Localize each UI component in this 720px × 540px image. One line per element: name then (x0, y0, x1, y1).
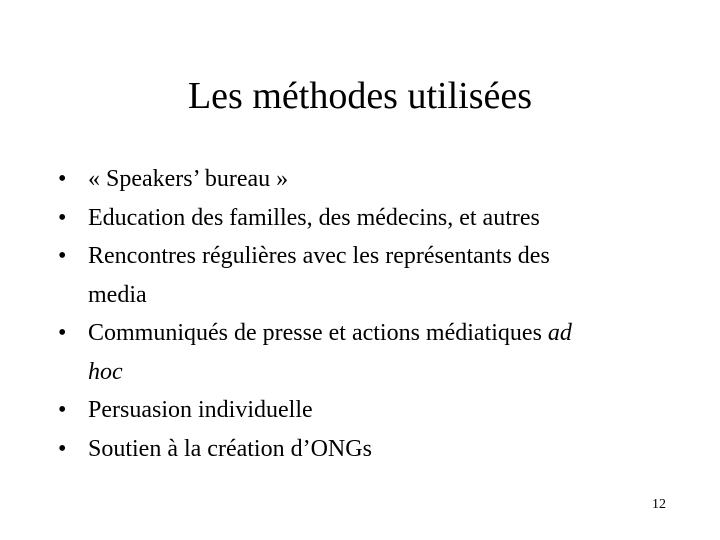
bullet-text: Persuasion individuelle (88, 397, 313, 423)
slide-title: Les méthodes utilisées (187, 75, 533, 117)
page-number: 12 (652, 497, 666, 512)
bullet-icon: • (58, 243, 67, 269)
list-item (58, 237, 668, 314)
bullet-list (58, 160, 668, 468)
bullet-icon: • (58, 166, 67, 192)
list-item (58, 160, 668, 199)
bullet-text: Soutien à la création d’ONGs (88, 435, 372, 462)
bullet-text: Education des familles, des médecins, et autres (88, 204, 540, 231)
bullet-text-italic: ad (547, 320, 572, 346)
bullet-text-line (88, 314, 668, 353)
bullet-icon: • (58, 397, 67, 423)
list-item (58, 391, 668, 430)
bullet-text-italic: hoc (88, 358, 123, 385)
bullet-icon: • (58, 435, 67, 462)
list-item (58, 199, 668, 238)
bullet-text-line (88, 353, 668, 392)
list-item (58, 430, 668, 469)
bullet-icon: • (58, 204, 67, 231)
bullet-icon: • (58, 320, 67, 346)
bullet-text: « Speakers’ bureau » (88, 166, 289, 192)
list-item (58, 314, 668, 391)
bullet-text: Communiqués de presse et actions médiatiques (88, 320, 548, 346)
bullet-text-line: media (88, 281, 147, 308)
bullet-text-line: Rencontres régulières avec les représentants des (88, 243, 550, 269)
